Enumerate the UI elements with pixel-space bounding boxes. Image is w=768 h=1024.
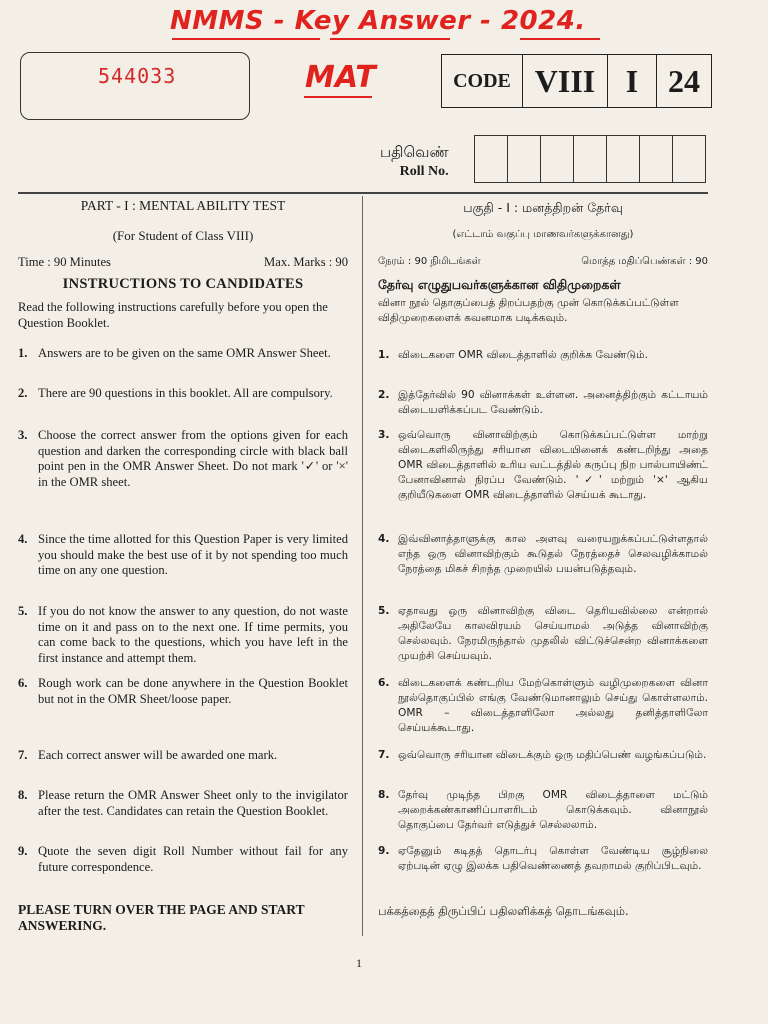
instruction-text: விடைகளைக் கண்டறிய மேற்கொள்ளும் வழிமுறைகளை வினா நூல்தொகுப்பில் எங்கு வேண்டுமானாலும் செய்து கொள்ளலாம். OMR – விடைத்தாளிலோ அல்லது தனித்தாளிலோ செய்யக்கூடாது. [398,677,708,734]
instruction-text: Please return the OMR Answer Sheet only to the invigilator after the test. Candidates can retain the Question Booklet. [38,788,348,818]
roll-digit-box [607,136,640,182]
instruction-number: 5. [18,604,28,618]
instruction-item [18,676,348,707]
time-allowed-tamil: நேரம் : 90 நிமிடங்கள் [378,256,481,267]
time-marks-row-tamil [378,254,708,269]
instruction-item-tamil [378,748,708,763]
instruction-text: There are 90 questions in this booklet. All are compulsory. [38,386,333,400]
instruction-item-tamil [378,844,708,874]
roll-digit-box [640,136,673,182]
part-title-tamil: பகுதி - I : மனத்திறன் தேர்வு [463,200,623,215]
english-column [18,196,348,874]
time-allowed: Time : 90 Minutes [18,255,111,269]
title-underline [520,38,600,40]
class-line: (For Student of Class VIII) [112,227,254,243]
time-marks-row [18,255,348,271]
instruction-item [18,386,348,402]
instruction-item [18,428,348,490]
instruction-item-tamil [378,428,708,503]
title-underline [330,38,450,40]
roll-digit-box [673,136,705,182]
serial-number: 544033 [98,64,177,88]
column-divider [362,196,363,936]
instructions-heading-tamil: தேர்வு எழுதுபவர்களுக்கான விதிமுறைகள் [378,277,621,292]
roll-digit-box [508,136,541,182]
instruction-item [18,604,348,666]
instruction-text: If you do not know the answer to any question, do not waste time on it and pass on to the next one. If time permits, you can come back to the questions, which you have left in the first instance and attempt them. [38,604,348,665]
part-title: PART - I : MENTAL ABILITY TEST [80,198,286,213]
closing-note: PLEASE TURN OVER THE PAGE AND START ANSWERING. [18,902,305,933]
code-label: CODE [442,55,523,107]
instruction-text: ஒவ்வொரு வினாவிற்கும் கொடுக்கப்பட்டுள்ள மாற்று விடைகளிலிருந்து சரியான விடையினைக் கண்டறிந்து அதை OMR விடைத்தாளில் உரிய வட்டத்தில் கருப்பு நிற பால்பாயிண்ட் பேனாவினால் நிரப்ப வேண்டும். '✓' மற்றும் '×' ஆகிய குறியீடுகளை OMR விடைத்தாளில் செய்யக் கூடாது. [398,429,708,501]
instruction-number: 4. [378,533,390,545]
instruction-number: 9. [378,845,390,857]
instruction-item [18,844,348,875]
closing-note-tamil: பக்கத்தைத் திருப்பிப் பதிலளிக்கத் தொடங்கவும். [378,904,629,918]
instruction-text: Answers are to be given on the same OMR Answer Sheet. [38,346,331,360]
code-class: VIII [523,55,608,107]
instruction-text: இத்தேர்வில் 90 வினாக்கள் உள்ளன. அனைத்திற்கும் கட்டாயம் விடையளிக்கப்பட வேண்டும். [398,389,708,416]
instruction-number: 1. [18,346,28,360]
roll-digit-box [475,136,508,182]
instruction-number: 3. [378,429,390,441]
code-part: I [608,55,657,107]
roll-digit-box [541,136,574,182]
instruction-number: 3. [18,428,28,442]
instruction-text: ஒவ்வொரு சரியான விடைக்கும் ஒரு மதிப்பெண் வழங்கப்படும். [398,749,707,761]
instruction-text: Since the time allotted for this Question Paper is very limited you should make the best use of it by not spending too much time on any one question. [38,532,348,577]
roll-label-tamil: பதிவெண் [380,143,449,161]
code-year: 24 [668,62,700,99]
page-number: 1 [356,956,362,970]
header-rule [18,192,708,194]
instructions-intro: Read the following instructions carefully before you open the Question Booklet. [18,300,328,330]
instruction-item [18,346,348,362]
instruction-item [18,788,348,819]
instruction-text: தேர்வு முடிந்த பிறகு OMR விடைத்தாளை மட்டும் அறைக்கண்காணிப்பாளரிடம் கொடுக்கவும். வினாநூல் தொகுப்பை தேர்வர் எடுத்துச் செல்லலாம். [398,789,708,831]
roll-number-boxes [474,135,706,183]
instruction-item-tamil [378,604,708,664]
instruction-number: 5. [378,605,390,617]
instruction-text: ஏதாவது ஒரு வினாவிற்கு விடை தெரியவில்லை என்றால் அதிலேயே காலவிரயம் செய்யாமல் அடுத்த வினாவிற்கு செல்லவும். நேரமிருந்தால் முதலில் விட்டுச்சென்ற வினாக்களை முயற்சி செய்யவும். [398,605,708,662]
code-table [441,54,712,108]
instruction-text: இவ்வினாத்தாளுக்கு கால அளவு வரையறுக்கப்பட்டுள்ளதால் எந்த ஒரு வினாவிற்கும் கூடுதல் நேரத்தைச் செலவழிக்காமல் நேரத்தை மிகச் சிறந்த முறையில் பயன்படுத்தவும். [398,533,708,575]
instructions-heading: INSTRUCTIONS TO CANDIDATES [62,275,304,292]
instruction-number: 1. [378,349,390,361]
instruction-number: 4. [18,532,28,546]
instruction-item-tamil [378,388,708,418]
title-underline [172,38,320,40]
instruction-item [18,532,348,579]
instructions-intro-tamil: வினா நூல் தொகுப்பைத் திறப்பதற்கு முன் கொடுக்கப்பட்டுள்ள விதிமுறைகளைக் கவனமாக படிக்கவும். [378,297,679,324]
instruction-number: 2. [18,386,28,400]
subject-underline [304,96,372,98]
handwritten-title: NMMS - Key Answer - 2024. [170,6,586,36]
instruction-text: விடைகளை OMR விடைத்தாளில் குறிக்க வேண்டும். [398,349,649,361]
max-marks-tamil: மொத்த மதிப்பெண்கள் : 90 [581,256,708,267]
instruction-text: Quote the seven digit Roll Number without fail for any future correspondence. [38,844,348,874]
instruction-number: 2. [378,389,390,401]
max-marks: Max. Marks : 90 [264,255,348,269]
handwritten-subject: MAT [305,60,376,95]
instruction-text: ஏதேனும் கடிதத் தொடர்பு கொள்ள வேண்டிய சூழ்நிலை ஏற்படின் ஏழு இலக்க பதிவெண்ணைத் தவறாமல் குறிப்பிடவும். [398,845,708,872]
roll-number-label [380,142,449,182]
class-line-tamil: (எட்டாம் வகுப்பு மாணவர்களுக்கானது) [452,229,634,240]
instruction-item-tamil [378,676,708,736]
instruction-item-tamil [378,788,708,833]
instruction-text: Each correct answer will be awarded one mark. [38,748,278,762]
instruction-text: Choose the correct answer from the options given for each question and darken the corresponding circle with black ball point pen in the OMR Answer Sheet. Do not mark '✓' or '×' in the OMR sheet. [38,428,348,489]
instruction-item-tamil [378,348,708,363]
roll-label-english: Roll No. [399,164,449,179]
roll-digit-box [574,136,607,182]
instruction-number: 8. [18,788,28,802]
instruction-number: 8. [378,789,390,801]
instruction-item [18,748,348,764]
instruction-number: 7. [378,749,390,761]
instruction-number: 9. [18,844,28,858]
instruction-number: 6. [18,676,28,690]
instruction-item-tamil [378,532,708,577]
instruction-number: 7. [18,748,28,762]
tamil-column [378,196,708,872]
instruction-text: Rough work can be done anywhere in the Question Booklet but not in the OMR Sheet/loose paper. [38,676,348,706]
instruction-number: 6. [378,677,390,689]
